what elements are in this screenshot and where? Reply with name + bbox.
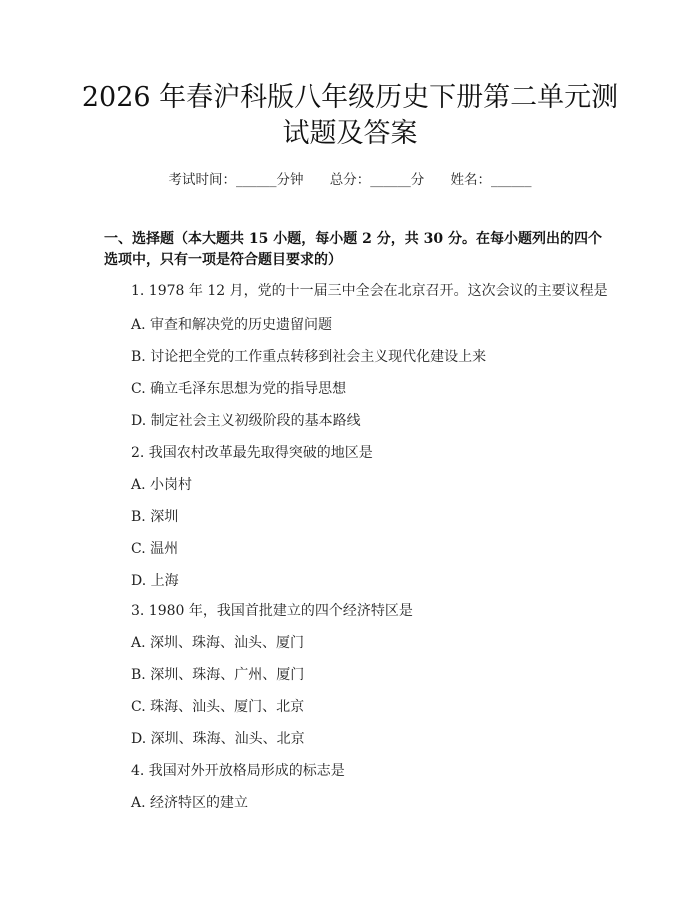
section-heading: 一、选择题（本大题共 15 小题，每小题 2 分，共 30 分。在每小题列出的四个选项中，只有一项是符合题目要求的） xyxy=(104,231,602,268)
title-line-1: 2026 年春沪科版八年级历史下册第二单元测 xyxy=(81,82,619,113)
option-3d: D. 深圳、珠海、汕头、北京 xyxy=(131,731,305,747)
option-2b: B. 深圳 xyxy=(131,509,179,525)
time-blank: ______分钟 xyxy=(235,172,304,188)
question-1: 1. 1978 年 12 月，党的十一届三中全会在北京召开。这次会议的主要议程是 xyxy=(131,283,608,299)
option-1c: C. 确立毛泽东思想为党的指导思想 xyxy=(131,381,347,397)
exam-meta xyxy=(0,168,700,188)
option-2a: A. 小岗村 xyxy=(131,477,193,493)
name-blank: ______ xyxy=(491,172,532,188)
option-1d: D. 制定社会主义初级阶段的基本路线 xyxy=(131,413,361,429)
name-label: 姓名： xyxy=(450,172,492,188)
option-3b: B. 深圳、珠海、广州、厦门 xyxy=(131,667,305,683)
option-2d: D. 上海 xyxy=(131,573,179,589)
option-2c: C. 温州 xyxy=(131,541,179,557)
option-1b: B. 讨论把全党的工作重点转移到社会主义现代化建设上来 xyxy=(131,349,487,365)
option-4a: A. 经济特区的建立 xyxy=(131,795,249,811)
question-2: 2. 我国农村改革最先取得突破的地区是 xyxy=(131,445,373,461)
option-3c: C. 珠海、汕头、厦门、北京 xyxy=(131,699,305,715)
question-3: 3. 1980 年，我国首批建立的四个经济特区是 xyxy=(131,603,413,619)
question-4: 4. 我国对外开放格局形成的标志是 xyxy=(131,763,345,779)
option-1a: A. 审查和解决党的历史遗留问题 xyxy=(131,317,333,333)
option-3a: A. 深圳、珠海、汕头、厦门 xyxy=(131,635,305,651)
document-title xyxy=(0,80,700,152)
time-label: 考试时间： xyxy=(168,172,236,188)
score-label: 总分： xyxy=(329,172,371,188)
title-line-2: 试题及答案 xyxy=(282,118,418,149)
score-blank: ______分 xyxy=(370,172,425,188)
